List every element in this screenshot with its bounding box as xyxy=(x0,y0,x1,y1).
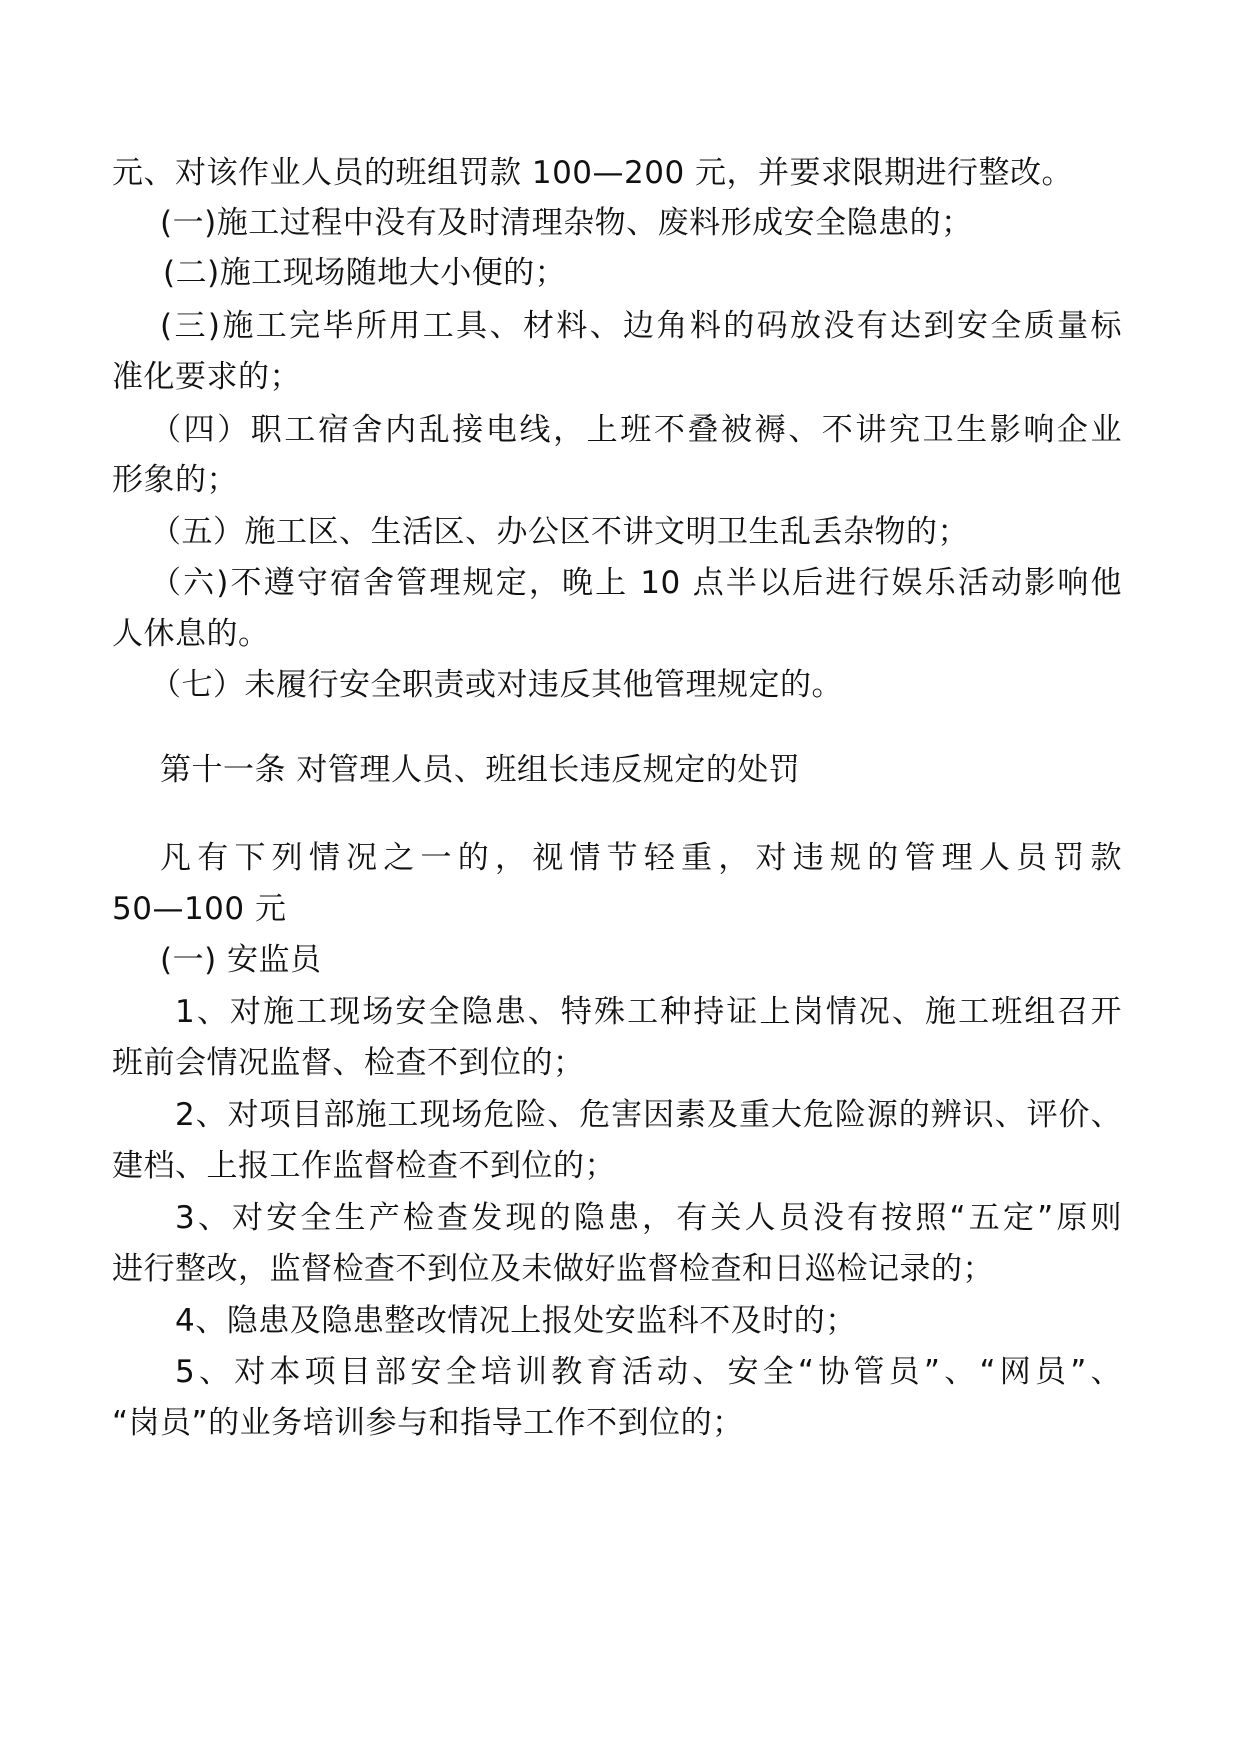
section-heading: (一) 安监员 xyxy=(160,942,322,978)
text-line-10: 人休息的。 xyxy=(112,616,270,652)
text-line-7: 形象的； xyxy=(112,462,238,498)
text-line-24: “岗员”的业务培训参与和指导工作不到位的； xyxy=(112,1405,744,1441)
text-line-9: （六)不遵守宿舍管理规定，晚上 10 点半以后进行娱乐活动影响他 xyxy=(150,565,1122,601)
text-line-22: 4、隐患及隐患整改情况上报处安监科不及时的； xyxy=(175,1303,857,1339)
text-line-4: (三)施工完毕所用工具、材料、边角料的码放没有达到安全质量标 xyxy=(160,308,1122,344)
article-heading: 第十一条 对管理人员、班组长违反规定的处罚 xyxy=(160,752,801,788)
text-line-16: 1、对施工现场安全隐患、特殊工种持证上岗情况、施工班组召开 xyxy=(175,994,1122,1030)
text-line-14: 50—100 元 xyxy=(112,891,287,927)
text-line-11: （七）未履行安全职责或对违反其他管理规定的。 xyxy=(150,667,843,703)
text-line-8: （五）施工区、生活区、办公区不讲文明卫生乱丢杂物的； xyxy=(150,514,969,550)
text-line-6: （四）职工宿舍内乱接电线，上班不叠被褥、不讲究卫生影响企业 xyxy=(150,412,1122,448)
text-line-2: (一)施工过程中没有及时清理杂物、废料形成安全隐患的； xyxy=(160,205,973,241)
text-line-3: (二)施工现场随地大小便的； xyxy=(163,255,567,291)
text-line-21: 进行整改，监督检查不到位及未做好监督检查和日巡检记录的； xyxy=(112,1251,994,1287)
text-line-19: 建档、上报工作监督检查不到位的； xyxy=(112,1148,616,1184)
text-line-13: 凡有下列情况之一的，视情节轻重，对违规的管理人员罚款 xyxy=(160,840,1122,876)
text-line-20: 3、对安全生产检查发现的隐患，有关人员没有按照“五定”原则 xyxy=(175,1200,1122,1236)
text-line-18: 2、对项目部施工现场危险、危害因素及重大危险源的辨识、评价、 xyxy=(175,1097,1122,1133)
text-line-1: 元、对该作业人员的班组罚款 100—200 元，并要求限期进行整改。 xyxy=(112,155,1074,191)
text-line-5: 准化要求的； xyxy=(112,359,301,395)
text-line-23: 5、对本项目部安全培训教育活动、安全“协管员”、“网员”、 xyxy=(175,1354,1122,1390)
text-line-17: 班前会情况监督、检查不到位的； xyxy=(112,1045,585,1081)
